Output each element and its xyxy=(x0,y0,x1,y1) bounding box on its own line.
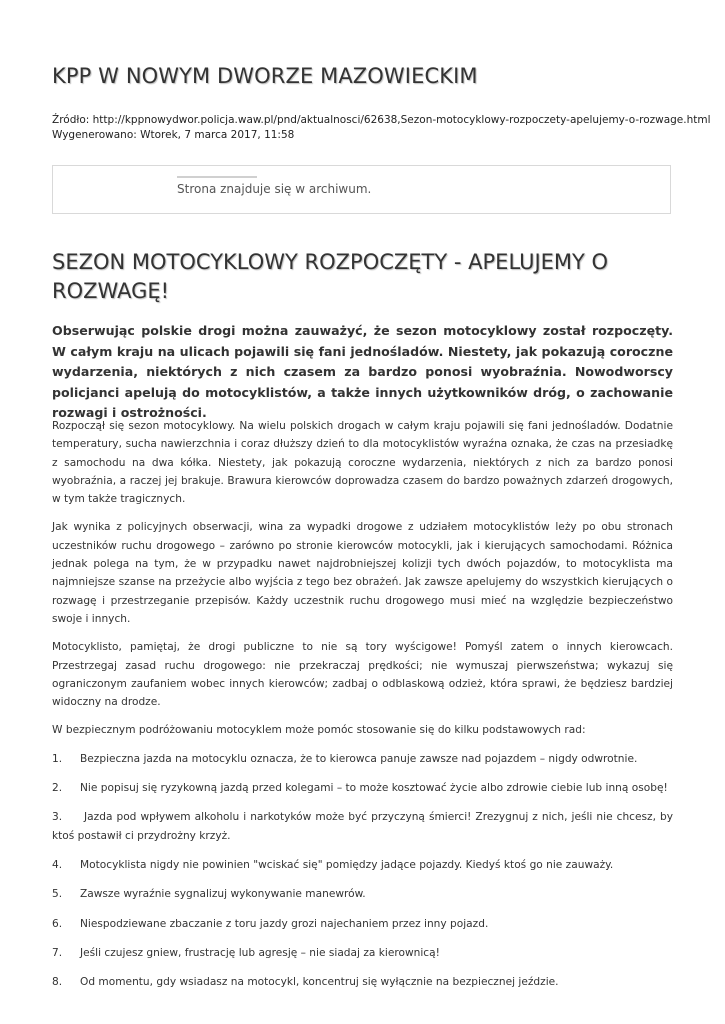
tips-list xyxy=(52,750,673,992)
list-text: Niespodziewane zbaczanie z toru jazdy grozi najechaniem przez inny pojazd. xyxy=(80,917,489,930)
article-lead: Obserwując polskie drogi można zauważyć, że sezon motocyklowy został rozpoczęty. W całym kraju na ulicach pojawili się fani jednośladów. Niestety, jak pokazują coroczne wydarzenia, niektórych z nich czasem za bardzo ponosi wyobraźnia. Nowodworscy policjanci apelują do motocyklistów, a także innych użytkowników dróg, o zachowanie rozwagi i ostrożności. xyxy=(52,323,673,420)
list-text: Jeśli czujesz gniew, frustrację lub agresję – nie siadaj za kierownicą! xyxy=(80,946,440,959)
paragraph: Rozpoczął się sezon motocyklowy. Na wielu polskich drogach w całym kraju pojawili się fani jednośladów. Dodatnie temperatury, sucha nawierzchnia i coraz dłuższy dzień to dla motocyklistów wyraźna oznaka, że czas na przesiadkę z samochodu na dwa kółka. Niestety, jak pokazują coroczne wydarzenia, niektórych z nich za bardzo ponosi wyobraźnia, a raczej jej brakuje. Brawura kierowców doprowadza czasem do bardzo poważnych zdarzeń drogowych, w tym także tragicznych. xyxy=(52,420,673,506)
list-text: Jazda pod wpływem alkoholu i narkotyków może być przyczyną śmierci! Zrezygnuj z nich, jeśli nie chcesz, by ktoś postawił ci przydrożny krzyż. xyxy=(52,811,673,842)
list-text: Zawsze wyraźnie sygnalizuj wykonywanie manewrów. xyxy=(80,888,366,901)
list-item xyxy=(52,779,673,797)
list-text: Bezpieczna jazda na motocyklu oznacza, że to kierowca panuje zawsze nad pojazdem – nigdy odwrotnie. xyxy=(80,752,638,765)
list-number: 8. xyxy=(52,976,63,989)
archive-divider xyxy=(177,176,257,178)
list-item xyxy=(52,915,673,933)
list-item xyxy=(52,944,673,962)
site-title: KPP W NOWYM DWORZE MAZOWIECKIM xyxy=(52,64,478,88)
archive-notice-box xyxy=(52,165,671,214)
list-item xyxy=(52,750,673,768)
list-item xyxy=(52,973,673,991)
list-text: Od momentu, gdy wsiadasz na motocykl, koncentruj się wyłącznie na bezpiecznej jeździe. xyxy=(80,976,559,989)
article-body xyxy=(52,417,673,1002)
paragraph: Jak wynika z policyjnych obserwacji, wina za wypadki drogowe z udziałem motocyklistów leży po obu stronach uczestników ruchu drogowego – zarówno po stronie kierowców motocykli, jak i kierujących samochodami. Różnica jednak polega na tym, że w przypadku nawet najdrobniejszej kolizji tych dwóch pojazdów, to motocyklista ma najmniejsze szanse na przeżycie albo wyjścia z tego bez obrażeń. Jak zawsze apelujemy do wszystkich kierujących o rozwagę i przestrzeganie przepisów. Każdy uczestnik ruchu drogowego musi mieć na względzie bezpieczeństwo swoje i innych. xyxy=(52,521,673,625)
list-item xyxy=(52,885,673,903)
list-text: Nie popisuj się ryzykowną jazdą przed kolegami – to może kosztować życie albo zdrowie ciebie lub inną osobę! xyxy=(80,782,668,795)
list-number: 5. xyxy=(52,888,63,901)
document-meta xyxy=(52,113,711,143)
list-number: 2. xyxy=(52,782,63,795)
list-number: 6. xyxy=(52,917,63,930)
paragraph: Motocyklisto, pamiętaj, że drogi publiczne to nie są tory wyścigowe! Pomyśl zatem o innych kierowcach. Przestrzegaj zasad ruchu drogowego: nie przekraczaj prędkości; nie wymuszaj pierwszeństwa; wykazuj się ograniczonym zaufaniem wobec innych kierowców; zadbaj o odblaskową odzież, która sprawi, że będziesz bardziej widoczny na drodze. xyxy=(52,641,673,709)
list-item xyxy=(52,808,673,845)
paragraph: W bezpiecznym podróżowaniu motocyklem może pomóc stosowanie się do kilku podstawowych rad: xyxy=(52,724,586,737)
source-line: Źródło: http://kppnowydwor.policja.waw.pl/pnd/aktualnosci/62638,Sezon-motocyklowy-rozpoczety-apelujemy-o-rozwage.html xyxy=(52,114,711,126)
list-number: 1. xyxy=(52,752,63,765)
generated-line: Wygenerowano: Wtorek, 7 marca 2017, 11:58 xyxy=(52,129,295,141)
archive-notice: Strona znajduje się w archiwum. xyxy=(177,182,372,196)
list-item xyxy=(52,856,673,874)
list-text: Motocyklista nigdy nie powinien "wciskać się" pomiędzy jadące pojazdy. Kiedyś ktoś go nie zauważy. xyxy=(80,858,614,871)
list-number: 7. xyxy=(52,946,63,959)
article-title: SEZON MOTOCYKLOWY ROZPOCZĘTY - APELUJEMY O ROZWAGĘ! xyxy=(52,250,609,303)
list-number: 4. xyxy=(52,858,63,871)
list-number: 3. xyxy=(52,811,63,824)
